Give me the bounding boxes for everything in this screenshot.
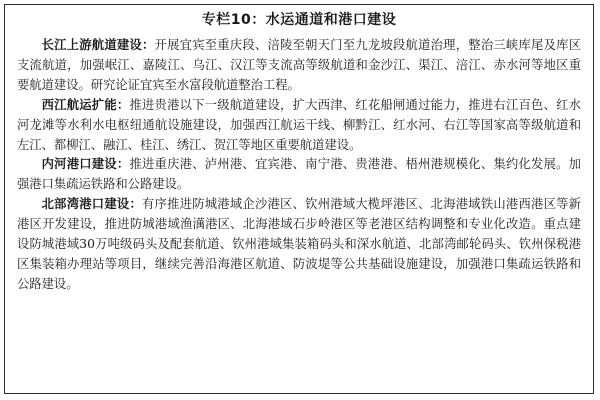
section-beibu-gulf xyxy=(17,195,581,295)
section-body: 推进重庆港、泸州港、宜宾港、南宁港、贵港港、梧州港规模化、集约化发展。加强港口集疏运铁路和公路建设。 xyxy=(17,157,581,192)
section-body: 有序推进防城港域企沙港区、钦州港域大榄坪港区、北海港域铁山港西港区等新港区开发建设，推进防城港域渔澫港区、北海港域石步岭港区等老港区结构调整和专业化改造。重点建设防城港域30万吨级码头及配套航道、钦州港域集装箱码头和深水航道、北部湾邮轮码头、钦州保税港区集装箱办理站等项目，继续完善沿海港区航道、防波堤等公共基础设施建设，加强港口集疏运铁路和公路建设。 xyxy=(17,197,581,291)
section-body: 推进贵港以下一级航道建设，扩大西津、红花船闸通过能力，推进右江百色、红水河龙滩等水利水电枢纽通航设施建设，加强西江航运干线、柳黔江、红水河、右江等国家高等级航道和左江、都柳江、融江、桂江、绣江、贺江等地区重要航道建设。 xyxy=(17,97,581,152)
section-heading: 内河港口建设： xyxy=(41,157,130,172)
column-box xyxy=(4,4,594,394)
section-heading: 西江航运扩能： xyxy=(41,97,130,112)
section-xijiang xyxy=(17,96,581,156)
column-title: 专栏10：水运通道和港口建设 xyxy=(201,12,397,28)
section-body: 开展宜宾至重庆段、涪陵至朝天门至九龙坡段航道治理，整治三峡库尾及库区支流航道，加强岷江、嘉陵江、乌江、汉江等支流高等级航道和金沙江、渠江、涪江、赤水河等地区重要航道建设。研究论证宜宾至水富段航道整治工程。 xyxy=(17,38,581,92)
section-inland-ports xyxy=(17,155,581,195)
section-yangtze-upstream xyxy=(17,36,581,96)
section-heading: 长江上游航道建设： xyxy=(41,38,155,52)
section-heading: 北部湾港口建设： xyxy=(41,197,142,212)
